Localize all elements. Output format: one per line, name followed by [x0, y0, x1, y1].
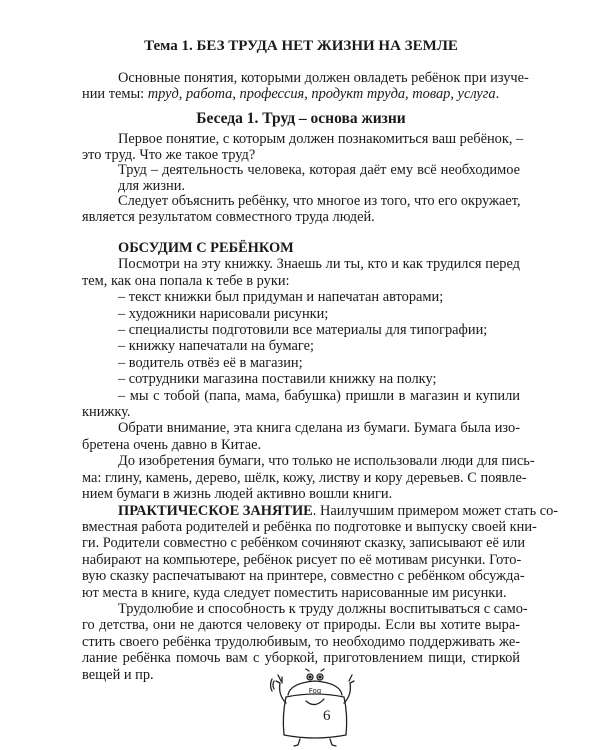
- text-line: [82, 404, 520, 420]
- bold-label: ОБСУДИМ С РЕБЁНКОМ: [118, 240, 294, 256]
- text-segment: – водитель отвёз её в магазин;: [118, 354, 303, 371]
- text-line: [82, 194, 520, 210]
- text-segment: тем, как она попала к тебе в руки:: [82, 272, 290, 289]
- text-line: [82, 131, 524, 148]
- purse-lettering: Fog: [308, 687, 322, 695]
- text-segment: ма: глину, камень, дерево, шёлк, кожу, листву и кору деревьев. С появле-: [82, 469, 527, 486]
- text-segment: Основные понятия, которыми должен овладеть ребёнок при изуче-: [118, 70, 529, 86]
- text-segment: го детства, они не даются человеку от природы. Если вы хотите выра-: [82, 617, 520, 634]
- text-segment: книжку.: [82, 404, 131, 421]
- text-segment: . Наилучшим примером может стать со-: [312, 502, 559, 519]
- text-line: [82, 585, 520, 601]
- text-line: [82, 355, 520, 371]
- italic-terms: труд, работа, профессия, продукт труда, товар, услуга: [147, 86, 496, 102]
- text-line: [82, 420, 520, 436]
- text-line: [82, 486, 520, 502]
- page-number: 6: [323, 708, 331, 724]
- text-line: [82, 240, 520, 256]
- text-line: [82, 437, 520, 453]
- text-segment: – мы с тобой (папа, мама, бабушка) пришли в магазин и купили: [118, 387, 520, 404]
- text-segment: Обрати внимание, эта книга сделана из бумаги. Бумага была изо-: [118, 420, 520, 437]
- text-line: [82, 70, 529, 86]
- text-segment: Посмотри на эту книжку. Знаешь ли ты, кто и как трудился перед: [118, 256, 520, 273]
- text-line: [82, 453, 535, 470]
- text-segment: Первое понятие, с которым должен познакомиться ваш ребёнок, –: [118, 131, 524, 147]
- text-line: [82, 600, 528, 617]
- text-segment: До изобретения бумаги, что только не использовали люди для пись-: [118, 453, 535, 470]
- text-segment: вещей и пр.: [82, 666, 154, 683]
- text-segment: нием бумаги в жизнь людей активно вошли книги.: [82, 486, 393, 503]
- text-segment: Труд – деятельность человека, которая даёт ему всё необходимое: [118, 162, 520, 179]
- topic-title: Тема 1. БЕЗ ТРУДА НЕТ ЖИЗНИ НА ЗЕМЛЕ: [144, 38, 458, 54]
- text-segment: – книжку напечатали на бумаге;: [118, 338, 315, 355]
- text-line: [82, 179, 520, 195]
- text-line: [82, 568, 525, 585]
- text-line: [82, 535, 526, 552]
- text-line: [82, 322, 520, 338]
- text-segment: Следует объяснить ребёнку, что многое из того, что его окружает,: [118, 193, 521, 210]
- text-segment: бретена очень давно в Китае.: [82, 436, 262, 453]
- text-line: [82, 163, 520, 179]
- text-line: [82, 210, 520, 226]
- text-segment: – сотрудники магазина поставили книжку на полку;: [118, 371, 437, 388]
- text-segment: является результатом совместного труда людей.: [82, 208, 375, 225]
- bold-label: ПРАКТИЧЕСКОЕ ЗАНЯТИЕ: [118, 502, 313, 519]
- text-line: [82, 256, 520, 272]
- text-line: [82, 371, 520, 387]
- lesson-heading: Беседа 1. Труд – основа жизни: [196, 110, 406, 127]
- discussion-text-block: [82, 240, 559, 683]
- text-segment: набирают на компьютере, ребёнок рисует по её мотивам рисунки. Гото-: [82, 551, 522, 568]
- text-segment: .: [495, 86, 500, 102]
- text-line: [82, 388, 520, 404]
- text-segment: для жизни.: [118, 177, 186, 194]
- text-segment: ги. Родители совместно с ребёнком сочиняют сказку, записывают её или: [82, 535, 526, 552]
- text-segment: – художники нарисовали рисунки;: [118, 305, 329, 322]
- text-line: [82, 502, 559, 519]
- text-line: [82, 273, 520, 289]
- text-line: [82, 86, 520, 102]
- text-segment: вую сказку распечатывают на принтере, совместно с ребёнком обсужда-: [82, 568, 525, 585]
- text-line: [82, 518, 537, 535]
- text-line: [82, 552, 520, 568]
- text-segment: – текст книжки был придуман и напечатан авторами;: [118, 289, 444, 306]
- text-segment: вместная работа родителей и ребёнка по подготовке и выпуску своей кни-: [82, 518, 537, 535]
- text-line: [82, 306, 520, 322]
- lesson-text-block: [82, 131, 524, 226]
- text-line: [82, 617, 520, 633]
- text-line: [82, 338, 520, 354]
- text-segment: – специалисты подготовили все материалы для типографии;: [118, 322, 488, 339]
- intro-paragraph: [82, 70, 529, 102]
- text-line: [82, 148, 520, 164]
- text-segment: это труд. Что же такое труд?: [82, 146, 256, 163]
- text-line: [82, 634, 520, 650]
- text-line: [82, 469, 527, 486]
- text-segment: нии темы:: [82, 86, 148, 102]
- text-segment: ют места в книге, куда следует поместить нарисованные им рисунки.: [82, 584, 507, 601]
- text-segment: стить своего ребёнка трудолюбивым, то необходимо поддерживать же-: [82, 633, 520, 650]
- purse-character-icon: [270, 655, 360, 747]
- text-segment: Трудолюбие и способность к труду должны воспитываться с само-: [118, 600, 528, 617]
- text-segment: лание ребёнка помочь вам с уборкой, приготовлением пищи, стиркой: [82, 650, 520, 667]
- text-line: [82, 289, 520, 305]
